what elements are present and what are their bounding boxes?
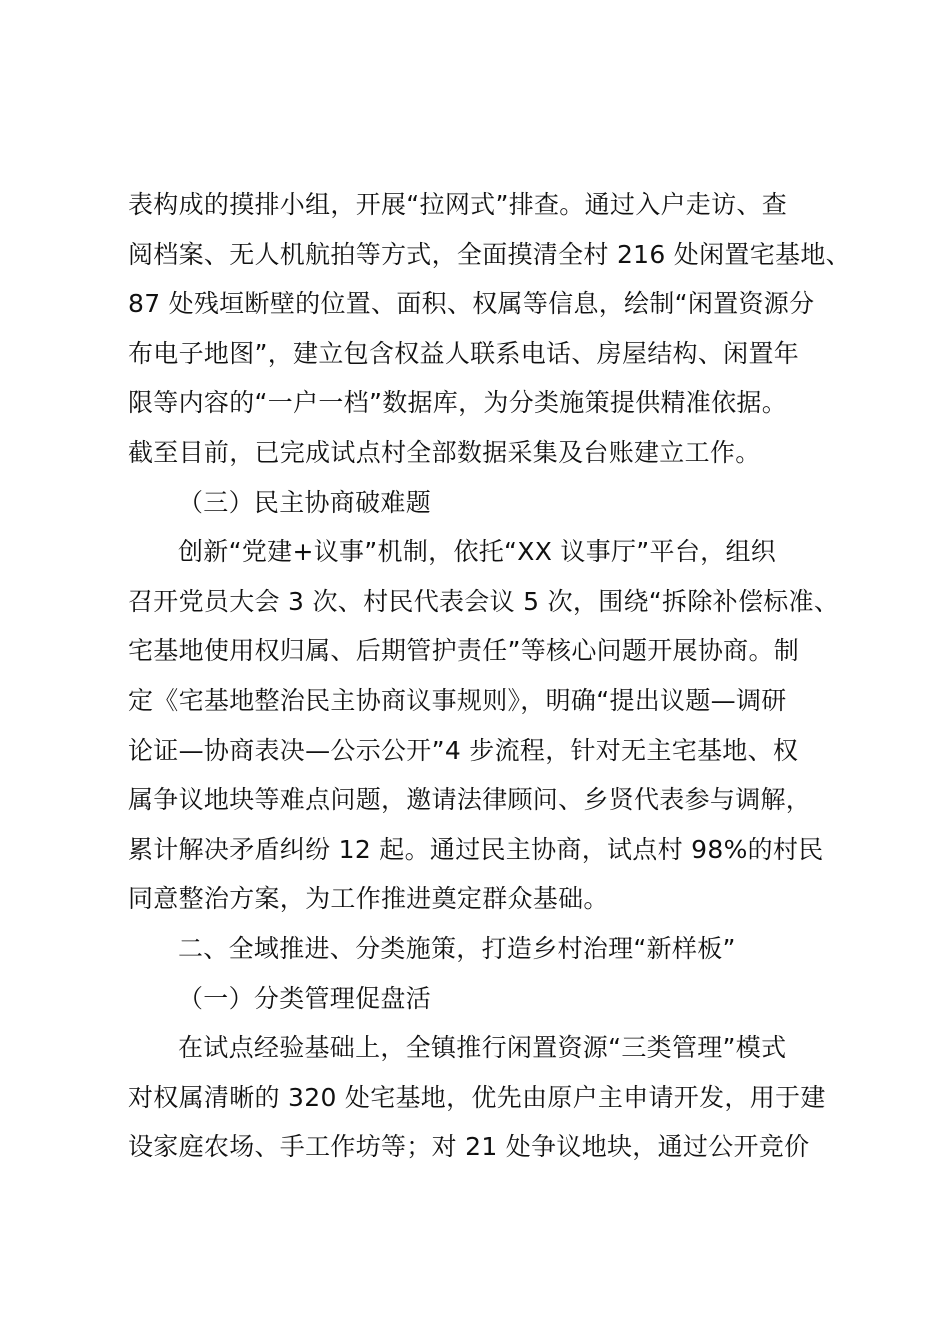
text-line: 限等内容的“一户一档”数据库，为分类施策提供精准依据。 xyxy=(128,388,788,418)
text-line: 87 处残垣断壁的位置、面积、权属等信息，绘制“闲置资源分 xyxy=(128,289,815,319)
text-line: 定《宅基地整治民主协商议事规则》，明确“提出议题—调研 xyxy=(128,685,787,715)
text-line: 属争议地块等难点问题，邀请法律顾问、乡贤代表参与调解， xyxy=(128,785,812,815)
text-line: 设家庭农场、手工作坊等；对 21 处争议地块，通过公开竞价 xyxy=(128,1132,810,1162)
text-line: 表构成的摸排小组，开展“拉网式”排查。通过入户走访、查 xyxy=(128,190,788,219)
text-line: 对权属清晰的 320 处宅基地，优先由原户主申请开发，用于建 xyxy=(128,1082,826,1112)
paragraph-start-line: 创新“党建+议事”机制，依托“XX 议事厅”平台，组织 xyxy=(178,537,777,567)
document-body xyxy=(128,180,851,1172)
text-line: 同意整治方案，为工作推进奠定群众基础。 xyxy=(128,884,609,914)
text-line: 累计解决矛盾纠纷 12 起。通过民主协商，试点村 98%的村民 xyxy=(128,834,824,864)
chapter-heading: 二、全域推进、分类施策，打造乡村治理“新样板” xyxy=(178,933,736,963)
text-line: 布电子地图”，建立包含权益人联系电话、房屋结构、闲置年 xyxy=(128,338,800,368)
section-heading: （一）分类管理促盘活 xyxy=(178,983,432,1013)
paragraph-start-line: 在试点经验基础上，全镇推行闲置资源“三类管理”模式 xyxy=(178,1033,787,1063)
text-line: 截至目前，已完成试点村全部数据采集及台账建立工作。 xyxy=(128,437,761,467)
text-line: 阅档案、无人机航拍等方式，全面摸清全村 216 处闲置宅基地、 xyxy=(128,239,851,269)
section-heading: （三）民主协商破难题 xyxy=(178,487,432,517)
text-line: 宅基地使用权归属、后期管护责任”等核心问题开展协商。制 xyxy=(128,636,800,666)
text-line: 论证—协商表决—公示公开”4 步流程，针对无主宅基地、权 xyxy=(128,735,799,765)
text-line: 召开党员大会 3 次、村民代表会议 5 次，围绕“拆除补偿标准、 xyxy=(128,586,840,616)
